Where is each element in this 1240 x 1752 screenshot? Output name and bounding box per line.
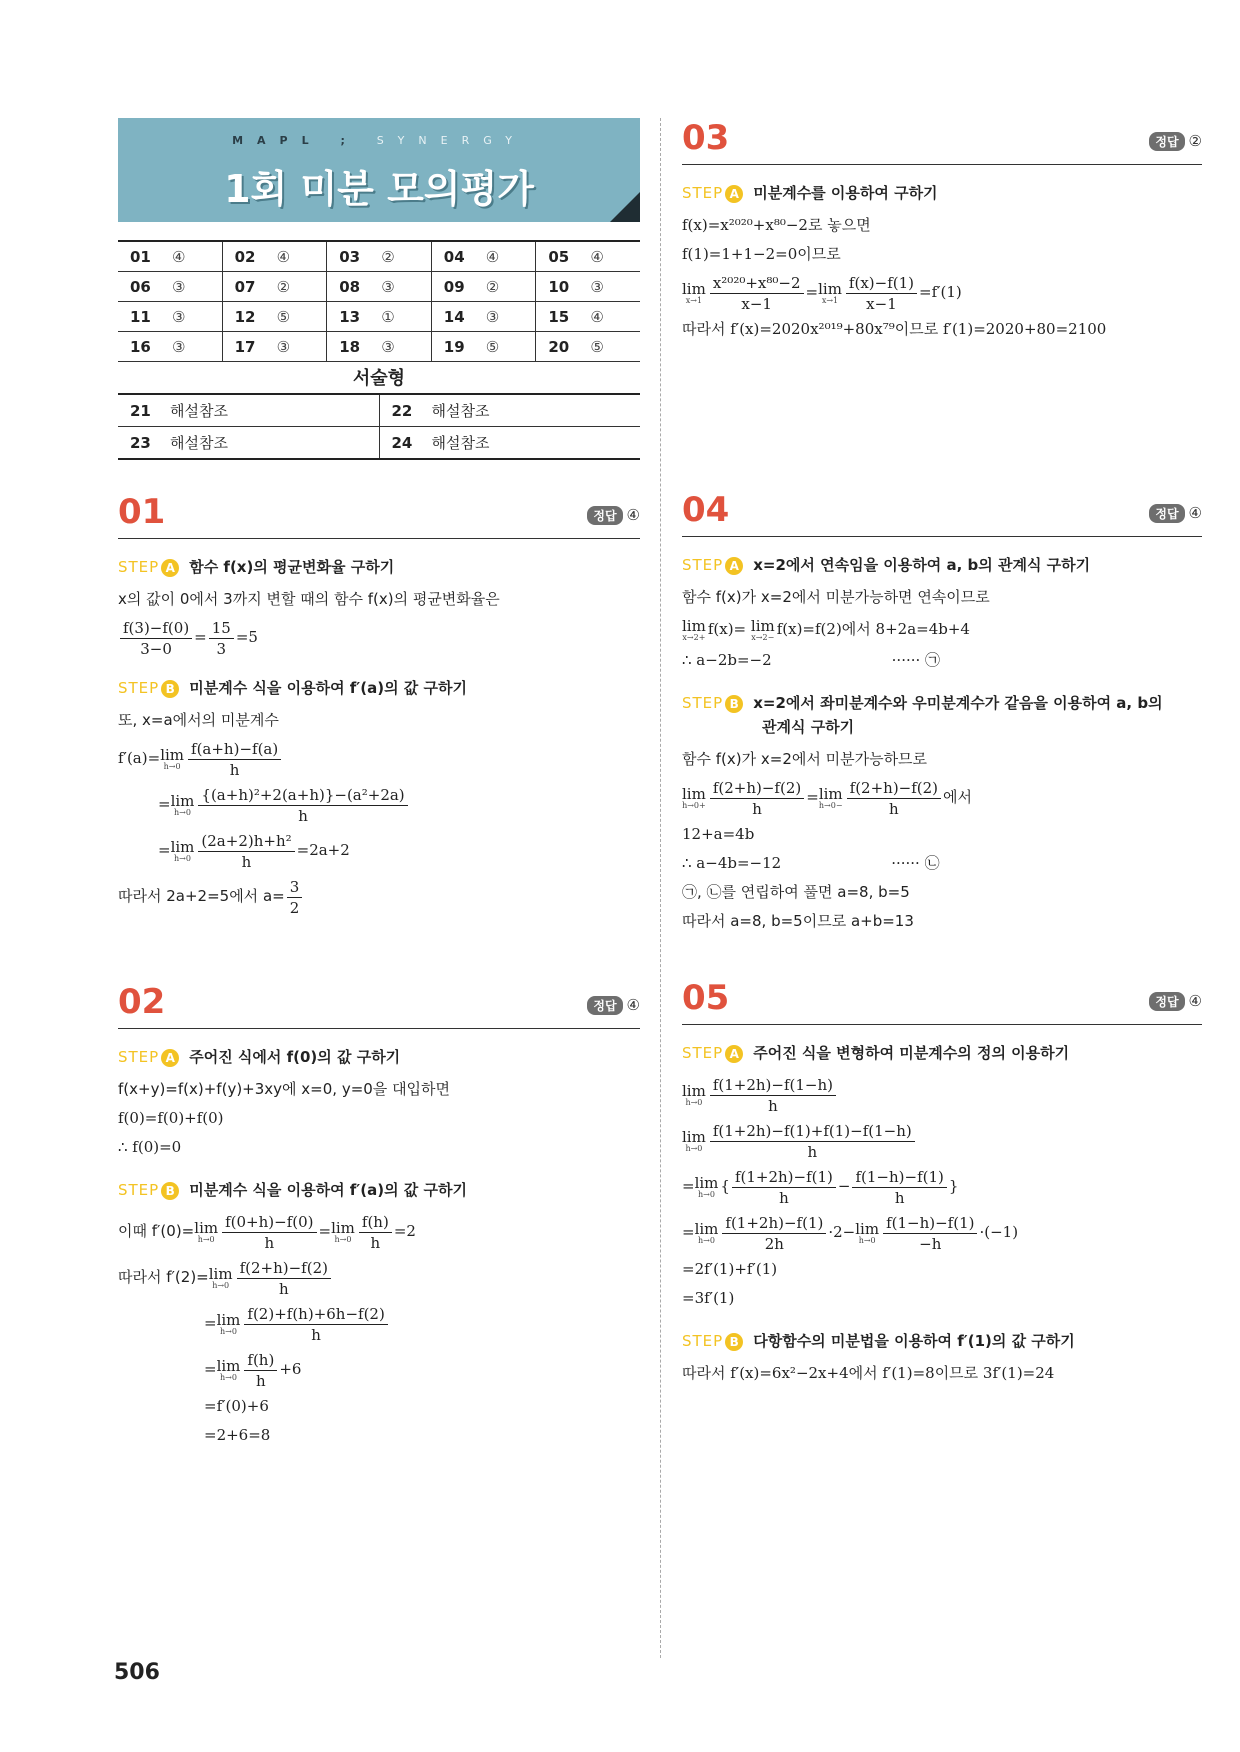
formula: = lim h→0 $\frac{f(h)}{h}$ +6 [204, 1350, 302, 1390]
formula: = lim h→0 $\frac{\text{\{(a+h)²+2(a+h)\}−(a²+2a)}}{h}$ [118, 781, 640, 827]
step-a-heading: STEP A 함수 f(x)의 평균변화율 구하기 [118, 558, 395, 576]
banner-fold-corner [610, 192, 640, 222]
text-line: 함수 f(x)가 x=2에서 미분가능하면 연속이므로 [682, 588, 990, 606]
text-line: f(0)=f(0)+f(0) [118, 1109, 224, 1127]
brand-logo: MAPL ; SYNERGY [232, 134, 526, 147]
step-a-heading: STEP A 주어진 식을 변형하여 미분계수의 정의 이용하기 [682, 1044, 1070, 1062]
answer-badge: 정답 ④ [1149, 504, 1202, 523]
answer-cell [222, 302, 327, 332]
answer-choice: ⑤ [276, 307, 291, 326]
question-number: 11 [130, 307, 151, 326]
step-b-heading-cont: 관계식 구하기 [762, 718, 855, 736]
essay-title: 서술형 [352, 368, 406, 389]
title-banner [118, 118, 640, 222]
page-title: 1회 미분 모의평가 [224, 167, 534, 211]
page-number: 506 [114, 1660, 160, 1685]
solution-01 [118, 492, 640, 919]
answer-choice: ③ [172, 307, 186, 326]
text-line: f(1)=1+1−2=0이므로 [682, 245, 841, 263]
question-number: 20 [548, 337, 570, 356]
text-line: ㉠, ㉡를 연립하여 풀면 a=8, b=5 [682, 883, 910, 901]
answer-choice: ④ [590, 307, 604, 326]
essay-row [118, 427, 640, 460]
question-number: 24 [391, 434, 413, 452]
answer-choice: ③ [485, 307, 500, 326]
answer-choice: ③ [381, 337, 395, 356]
step-a-heading: STEP A 주어진 식에서 f(0)의 값 구하기 [118, 1048, 401, 1066]
answer-key-table [118, 240, 640, 362]
essay-row [118, 394, 640, 427]
problem-number: 03 [682, 118, 730, 158]
answer-choice: ③ [381, 277, 395, 296]
formula: lim x→2+ f(x)= lim x→2− f(x)=f(2)에서 8+2a=4b+4 [682, 617, 970, 642]
question-number: 12 [234, 307, 256, 326]
answer-choice: ② [485, 277, 500, 296]
formula: 따라서 f′(2)= lim h→0 $\frac{f(2+h)-f(2)}{h}$ [118, 1254, 640, 1300]
essay-cell [379, 427, 640, 460]
answer-choice: ④ [276, 247, 291, 266]
answer-cell [222, 241, 327, 272]
answer-badge: 정답 ② [1149, 132, 1202, 151]
formula: 이때 f′(0)= lim h→0 $\frac{f(0+h)-f(0)}{h}$ = lim h→0 $\frac{f(h)}{h}$ =2 [118, 1212, 416, 1252]
step-b-heading: STEP B 미분계수 식을 이용하여 f′(a)의 값 구하기 [118, 679, 467, 697]
answer-cell [327, 302, 432, 332]
answer-choice: ⑤ [485, 337, 500, 356]
formula: f′(a)= lim h→0 $\frac{f(a+h)-f(a)}{h}$ [118, 735, 640, 781]
answer-cell [118, 241, 222, 272]
answer-choice: ③ [172, 337, 186, 356]
formula: 따라서 2a+2=5에서 a= $\frac{3}{2}$ [118, 873, 640, 919]
formula: = lim h→0 $\frac{f(2)+f(h)+6h-f(2)}{h}$ [118, 1300, 640, 1346]
answer-choice: ② [276, 277, 291, 296]
essay-answer-table [118, 393, 640, 460]
answer-row [118, 272, 640, 302]
essay-cell [118, 427, 379, 460]
answer-choice: ⑤ [590, 337, 604, 356]
answer-choice: ④ [485, 247, 500, 266]
question-number: 19 [443, 337, 465, 356]
problem-number: 05 [682, 978, 730, 1018]
question-number: 03 [339, 247, 361, 266]
text-line: ∴ a−2b=−2 ······ ㉠ [682, 651, 941, 669]
text-line: =3f′(1) [682, 1289, 735, 1307]
answer-row [118, 332, 640, 362]
answer-row [118, 302, 640, 332]
question-number: 06 [130, 277, 151, 296]
answer-cell [118, 272, 222, 302]
answer-cell [431, 332, 536, 362]
answer-cell [431, 241, 536, 272]
text-line: 또, x=a에서의 미분계수 [118, 711, 279, 729]
answer-cell [118, 302, 222, 332]
question-number: 22 [391, 402, 413, 420]
text-line: ∴ a−4b=−12 ······ ㉡ [682, 854, 940, 872]
question-number: 18 [339, 337, 361, 356]
formula: = lim h→0 { $\frac{f(1+2h)-f(1)}{h}$ − $\frac{f(1-h)-f(1)}{h}$ } [682, 1167, 959, 1207]
formula: lim h→0 $\frac{f(1+2h)-f(1-h)}{h}$ [682, 1071, 1202, 1117]
question-number: 16 [130, 337, 151, 356]
problem-number: 02 [118, 982, 166, 1022]
step-b-heading: STEP B 다항함수의 미분법을 이용하여 f′(1)의 값 구하기 [682, 1332, 1075, 1350]
text-line: x의 값이 0에서 3까지 변할 때의 함수 f(x)의 평균변화율은 [118, 590, 500, 608]
formula: lim h→0 $\frac{f(1+2h)-f(1)+f(1)-f(1-h)}{h}$ [682, 1117, 1202, 1163]
column-divider [660, 118, 661, 1658]
text-line: 함수 f(x)가 x=2에서 미분가능하므로 [682, 750, 928, 768]
text-line: 12+a=4b [682, 825, 755, 843]
answer-choice: ④ [590, 247, 604, 266]
question-number: 08 [339, 277, 361, 296]
solution-02 [118, 982, 640, 1450]
problem-number: 01 [118, 492, 166, 532]
answer-cell [118, 332, 222, 362]
solution-03 [682, 118, 1202, 344]
answer-choice: ③ [590, 277, 604, 296]
question-number: 09 [443, 277, 465, 296]
question-number: 05 [548, 247, 570, 266]
essay-answer: 해설참조 [431, 434, 490, 452]
answer-choice: ④ [172, 247, 186, 266]
question-number: 17 [234, 337, 256, 356]
answer-cell [536, 272, 640, 302]
solution-05 [682, 978, 1202, 1388]
answer-choice: ② [381, 247, 395, 266]
answer-badge: 정답 ④ [587, 506, 640, 525]
question-number: 13 [339, 307, 361, 326]
question-number: 15 [548, 307, 570, 326]
answer-cell [536, 241, 640, 272]
formula: = lim h→0 $\frac{\text{(2a+2)h+h²}}{h}$ =2a+2 [158, 831, 350, 871]
essay-answer: 해설참조 [170, 434, 228, 452]
text-line: 따라서 f′(x)=2020x²⁰¹⁹+80x⁷⁹이므로 f′(1)=2020+80=2100 [682, 320, 1107, 338]
answer-row [118, 241, 640, 272]
step-a-heading: STEP A x=2에서 연속임을 이용하여 a, b의 관계식 구하기 [682, 556, 1091, 574]
question-number: 14 [443, 307, 465, 326]
question-number: 10 [548, 277, 570, 296]
answer-choice: ③ [172, 277, 186, 296]
answer-cell [327, 272, 432, 302]
answer-choice: ③ [276, 337, 291, 356]
question-number: 01 [130, 247, 151, 266]
step-b-heading: STEP B 미분계수 식을 이용하여 f′(a)의 값 구하기 [118, 1181, 467, 1199]
text-line: 따라서 f′(x)=6x²−2x+4에서 f′(1)=8이므로 3f′(1)=24 [682, 1364, 1055, 1382]
step-b-heading: STEP B x=2에서 좌미분계수와 우미분계수가 같음을 이용하여 a, b의 [682, 694, 1163, 712]
question-number: 21 [130, 402, 151, 420]
answer-cell [222, 272, 327, 302]
answer-cell [536, 302, 640, 332]
answer-cell [431, 272, 536, 302]
answer-cell [536, 332, 640, 362]
answer-badge: 정답 ④ [1149, 992, 1202, 1011]
formula: lim x→1 $\frac{\text{x²⁰²⁰+x⁸⁰−2}}{x-1}$ = lim x→1 $\frac{f(x)-f(1)}{x-1}$ =f′(1) [682, 273, 962, 313]
answer-choice: ① [381, 307, 395, 326]
answer-cell [327, 241, 432, 272]
text-line: ∴ f(0)=0 [118, 1138, 182, 1156]
formula: = lim h→0 $\frac{f(1+2h)-f(1)}{2h}$ ·2− lim h→0 $\frac{f(1-h)-f(1)}{-h}$ ·(−1) [682, 1213, 1019, 1253]
essay-answer: 해설참조 [431, 402, 490, 420]
essay-cell [379, 394, 640, 427]
answer-cell [327, 332, 432, 362]
question-number: 02 [234, 247, 256, 266]
essay-answer: 해설참조 [170, 402, 228, 420]
text-line: f(x+y)=f(x)+f(y)+3xy에 x=0, y=0을 대입하면 [118, 1080, 451, 1098]
problem-number: 04 [682, 490, 730, 530]
step-a-heading: STEP A 미분계수를 이용하여 구하기 [682, 184, 938, 202]
formula: lim h→0+ $\frac{f(2+h)-f(2)}{h}$ = lim h→0− $\frac{f(2+h)-f(2)}{h}$ 에서 [682, 778, 973, 818]
solution-04 [682, 490, 1202, 936]
text-line: =2+6=8 [204, 1426, 271, 1444]
text-line: =2f′(1)+f′(1) [682, 1260, 778, 1278]
essay-cell [118, 394, 379, 427]
answer-cell [222, 332, 327, 362]
question-number: 23 [130, 434, 151, 452]
question-number: 04 [443, 247, 465, 266]
question-number: 07 [234, 277, 256, 296]
text-line: f(x)=x²⁰²⁰+x⁸⁰−2로 놓으면 [682, 216, 871, 234]
text-line: 따라서 a=8, b=5이므로 a+b=13 [682, 912, 914, 930]
formula: $\frac{f(3)-f(0)}{3-0}$ = $\frac{15}{3}$ =5 [118, 614, 640, 660]
text-line: =f′(0)+6 [204, 1397, 269, 1415]
answer-badge: 정답 ④ [587, 996, 640, 1015]
answer-cell [431, 302, 536, 332]
